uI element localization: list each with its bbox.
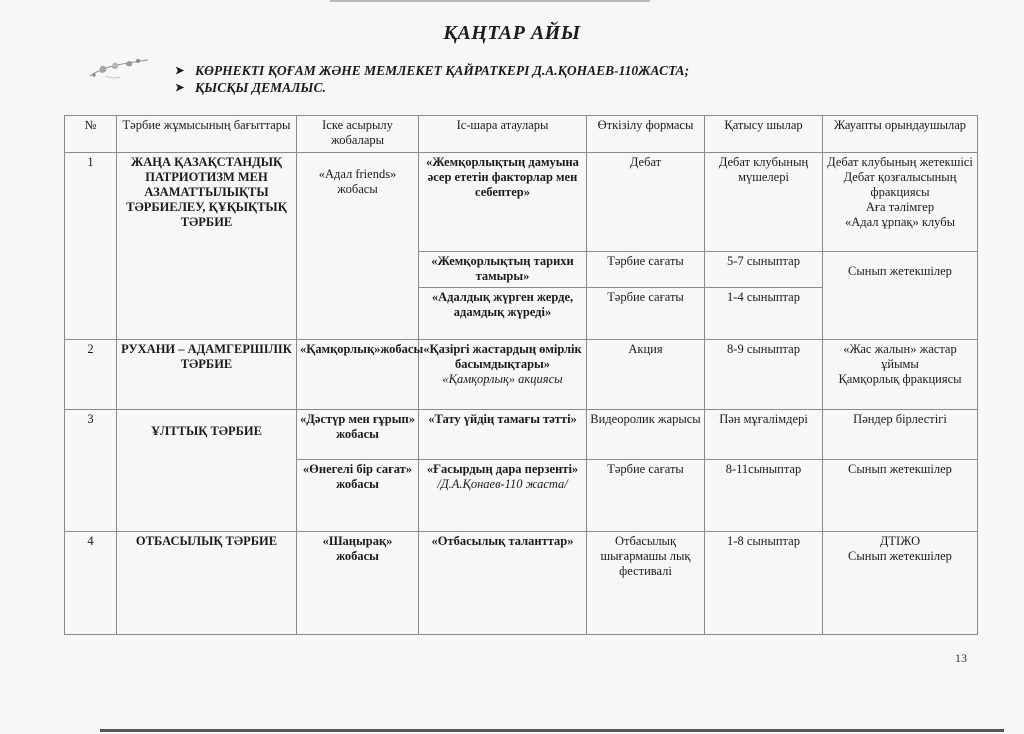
row-project: «Адал friends» жобасы — [297, 153, 419, 340]
row-form: Дебат — [587, 153, 705, 252]
event-note: «Қамқорлық» акциясы — [442, 372, 563, 386]
row-form: Отбасылық шығармашы лық фестивалі — [587, 532, 705, 635]
row-direction: ҰЛТТЫҚ ТӘРБИЕ — [117, 410, 297, 532]
header-number: № — [65, 116, 117, 153]
header-participants: Қатысу шылар — [705, 116, 823, 153]
bullet-text: КӨРНЕКТІ ҚОҒАМ ЖӘНЕ МЕМЛЕКЕТ ҚАЙРАТКЕРІ Д.А.ҚОНАЕВ-110ЖАСТА; — [195, 62, 690, 78]
top-scan-line — [330, 0, 650, 2]
row-responsible: Сынып жетекшілер — [823, 252, 978, 340]
row-direction: ОТБАСЫЛЫҚ ТӘРБИЕ — [117, 532, 297, 635]
table-row — [65, 153, 978, 252]
row-participants: 1-4 сыныптар — [705, 288, 823, 340]
floral-ornament-icon — [86, 52, 156, 84]
row-event: «Жемқорлықтың тарихи тамыры» — [419, 252, 587, 288]
row-project: «Шаңырақ» жобасы — [297, 532, 419, 635]
header-form: Өткізілу формасы — [587, 116, 705, 153]
row-form: Тәрбие сағаты — [587, 288, 705, 340]
responsible-line: Дебат клубының жетекшісі — [827, 155, 973, 169]
responsible-line: «Адал ұрпақ» клубы — [845, 215, 955, 229]
responsible-line: Қамқорлық фракциясы — [838, 372, 962, 386]
row-responsible — [823, 340, 978, 410]
bullet-text: ҚЫСҚЫ ДЕМАЛЫС. — [195, 79, 326, 95]
row-event: «Жемқорлықтың дамуына әсер ететін факторлар мен себептер» — [419, 153, 587, 252]
row-form: Акция — [587, 340, 705, 410]
row-participants: Дебат клубының мүшелері — [705, 153, 823, 252]
work-plan-table — [64, 115, 978, 635]
row-project: «Өнегелі бір сағат» жобасы — [297, 460, 419, 532]
header-responsible: Жауапты орындаушылар — [823, 116, 978, 153]
row-responsible: Сынып жетекшілер — [823, 460, 978, 532]
row-responsible — [823, 153, 978, 252]
row-participants: 1-8 сыныптар — [705, 532, 823, 635]
header-direction: Тәрбие жұмысының бағыттары — [117, 116, 297, 153]
row-number: 4 — [65, 532, 117, 635]
table-row — [65, 340, 978, 410]
table-row — [65, 532, 978, 635]
row-event: «Адалдық жүрген жерде, адамдық жүреді» — [419, 288, 587, 340]
row-event: «Отбасылық таланттар» — [419, 532, 587, 635]
event-note: /Д.А.Қонаев-110 жаста/ — [437, 477, 568, 491]
row-form: Тәрбие сағаты — [587, 460, 705, 532]
page-title: ҚАҢТАР АЙЫ — [443, 22, 581, 44]
bullet-item — [175, 62, 689, 79]
row-event: «Тату үйдің тамағы тәтті» — [419, 410, 587, 460]
row-form: Тәрбие сағаты — [587, 252, 705, 288]
arrow-bullet-icon: ➤ — [175, 65, 185, 77]
table-header-row — [65, 116, 978, 153]
page-number: 13 — [955, 651, 967, 665]
responsible-line: Дебат қозғалысының фракциясы — [843, 170, 957, 199]
row-event: «Қазіргі жастардың өмірлік басымдықтары» — [423, 342, 582, 371]
row-event: «Ғасырдың дара перзенті» — [426, 462, 579, 476]
bottom-scan-line — [100, 729, 1004, 732]
row-form: Видеоролик жарысы — [587, 410, 705, 460]
header-event: Іс-шара атаулары — [419, 116, 587, 153]
row-participants: 5-7 сыныптар — [705, 252, 823, 288]
row-number: 1 — [65, 153, 117, 340]
responsible-line: Сынып жетекшілер — [848, 549, 952, 563]
arrow-bullet-icon: ➤ — [175, 82, 185, 94]
row-responsible: Пәндер бірлестігі — [823, 410, 978, 460]
header-project: Іске асырылу жобалары — [297, 116, 419, 153]
row-participants: Пән мұғалімдері — [705, 410, 823, 460]
responsible-line: Аға тәлімгер — [865, 200, 935, 214]
row-participants: 8-11сыныптар — [705, 460, 823, 532]
row-project: «Қамқорлық»жобасы — [297, 340, 419, 410]
row-event-cell — [419, 340, 587, 410]
row-direction: РУХАНИ – АДАМГЕРШІЛІК ТӘРБИЕ — [117, 340, 297, 410]
row-participants: 8-9 сыныптар — [705, 340, 823, 410]
row-direction: ЖАҢА ҚАЗАҚСТАНДЫҚ ПАТРИОТИЗМ МЕН АЗАМАТТЫЛЫҚТЫ ТӘРБИЕЛЕУ, ҚҰҚЫҚТЫҚ ТӘРБИЕ — [117, 153, 297, 340]
responsible-line: «Жас жалын» жастар ұйымы — [843, 342, 957, 371]
row-number: 2 — [65, 340, 117, 410]
bullet-list — [175, 62, 689, 96]
table-row — [65, 410, 978, 460]
row-number: 3 — [65, 410, 117, 532]
row-project: «Дәстүр мен ғұрып» жобасы — [297, 410, 419, 460]
row-responsible — [823, 532, 978, 635]
row-event-cell — [419, 460, 587, 532]
responsible-line: ДТІЖО — [879, 534, 921, 548]
bullet-item — [175, 79, 689, 96]
